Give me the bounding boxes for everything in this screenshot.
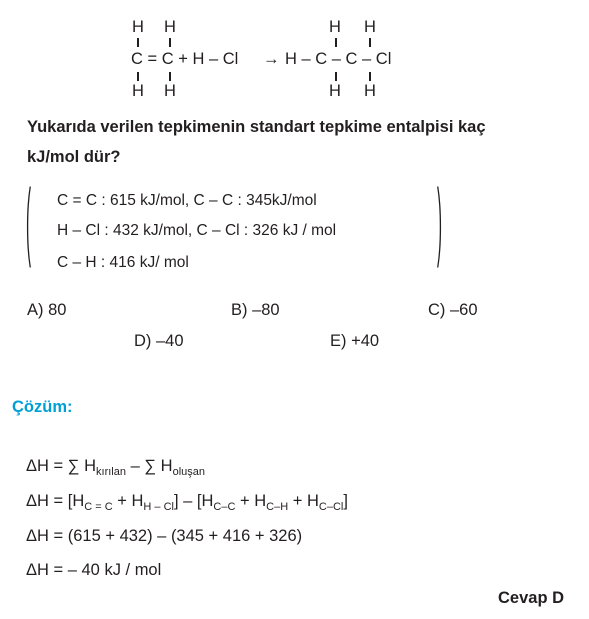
question-line-1: Yukarıda verilen tepkimenin standart tepkime entalpisi kaç bbox=[27, 118, 486, 136]
left-paren: ( bbox=[26, 174, 31, 273]
bond-energy-line: H – Cl : 432 kJ/mol, C – Cl : 326 kJ / mol bbox=[57, 222, 337, 239]
subscript: C = C bbox=[84, 501, 113, 513]
subscript: H – Cl bbox=[143, 501, 174, 513]
eq-part: ] bbox=[343, 492, 348, 510]
eq-part: ΔH = [H bbox=[26, 492, 85, 510]
product: H – C – C – Cl bbox=[285, 50, 392, 68]
bond-line bbox=[335, 38, 337, 47]
bond-line bbox=[369, 72, 371, 81]
subscript: C–Cl bbox=[318, 501, 344, 513]
eq-part: ] – [H bbox=[173, 492, 214, 510]
bond-energy-line: C – H : 416 kJ/ mol bbox=[57, 254, 189, 271]
solution-line-4: ΔH = – 40 kJ / mol bbox=[26, 561, 162, 579]
answer-label: Cevap D bbox=[498, 589, 565, 607]
right-paren: ) bbox=[437, 174, 442, 273]
eq-part: + H bbox=[235, 492, 267, 510]
subscript: kırılan bbox=[96, 466, 126, 478]
eq-part: + H bbox=[288, 492, 319, 510]
option-a: A) 80 bbox=[27, 301, 67, 319]
option-d: D) –40 bbox=[134, 332, 184, 350]
eq-part: + H bbox=[112, 492, 144, 510]
solution-line-2 bbox=[26, 492, 348, 513]
h-atom: H bbox=[364, 18, 376, 36]
bond-energy-line: C = C : 615 kJ/mol, C – C : 345kJ/mol bbox=[57, 192, 317, 209]
h-atom: H bbox=[132, 18, 144, 36]
bond-line bbox=[169, 38, 171, 47]
h-atom: H bbox=[364, 82, 376, 100]
solution-line-1 bbox=[26, 457, 205, 478]
bond-line bbox=[369, 38, 371, 47]
option-c: C) –60 bbox=[428, 301, 478, 319]
delta-h-text: – ∑ H bbox=[125, 457, 173, 475]
solution-heading: Çözüm: bbox=[12, 398, 73, 416]
h-atom: H bbox=[329, 18, 341, 36]
h-atom: H bbox=[164, 82, 176, 100]
reactants: C = C + H – Cl bbox=[131, 50, 239, 68]
option-b: B) –80 bbox=[231, 301, 280, 319]
question-line-2: kJ/mol dür? bbox=[27, 148, 121, 166]
subscript: C–H bbox=[266, 501, 289, 513]
h-atom: H bbox=[132, 82, 144, 100]
subscript: C–C bbox=[213, 501, 236, 513]
bond-line bbox=[335, 72, 337, 81]
bond-line bbox=[137, 38, 139, 47]
bond-line bbox=[169, 72, 171, 81]
option-e: E) +40 bbox=[330, 332, 380, 350]
h-atom: H bbox=[329, 82, 341, 100]
reaction-arrow: → bbox=[263, 50, 280, 68]
subscript: oluşan bbox=[172, 466, 206, 478]
h-atom: H bbox=[164, 18, 176, 36]
delta-h-text: ΔH = ∑ H bbox=[26, 457, 97, 475]
solution-line-3: ΔH = (615 + 432) – (345 + 416 + 326) bbox=[26, 527, 303, 545]
bond-line bbox=[137, 72, 139, 81]
